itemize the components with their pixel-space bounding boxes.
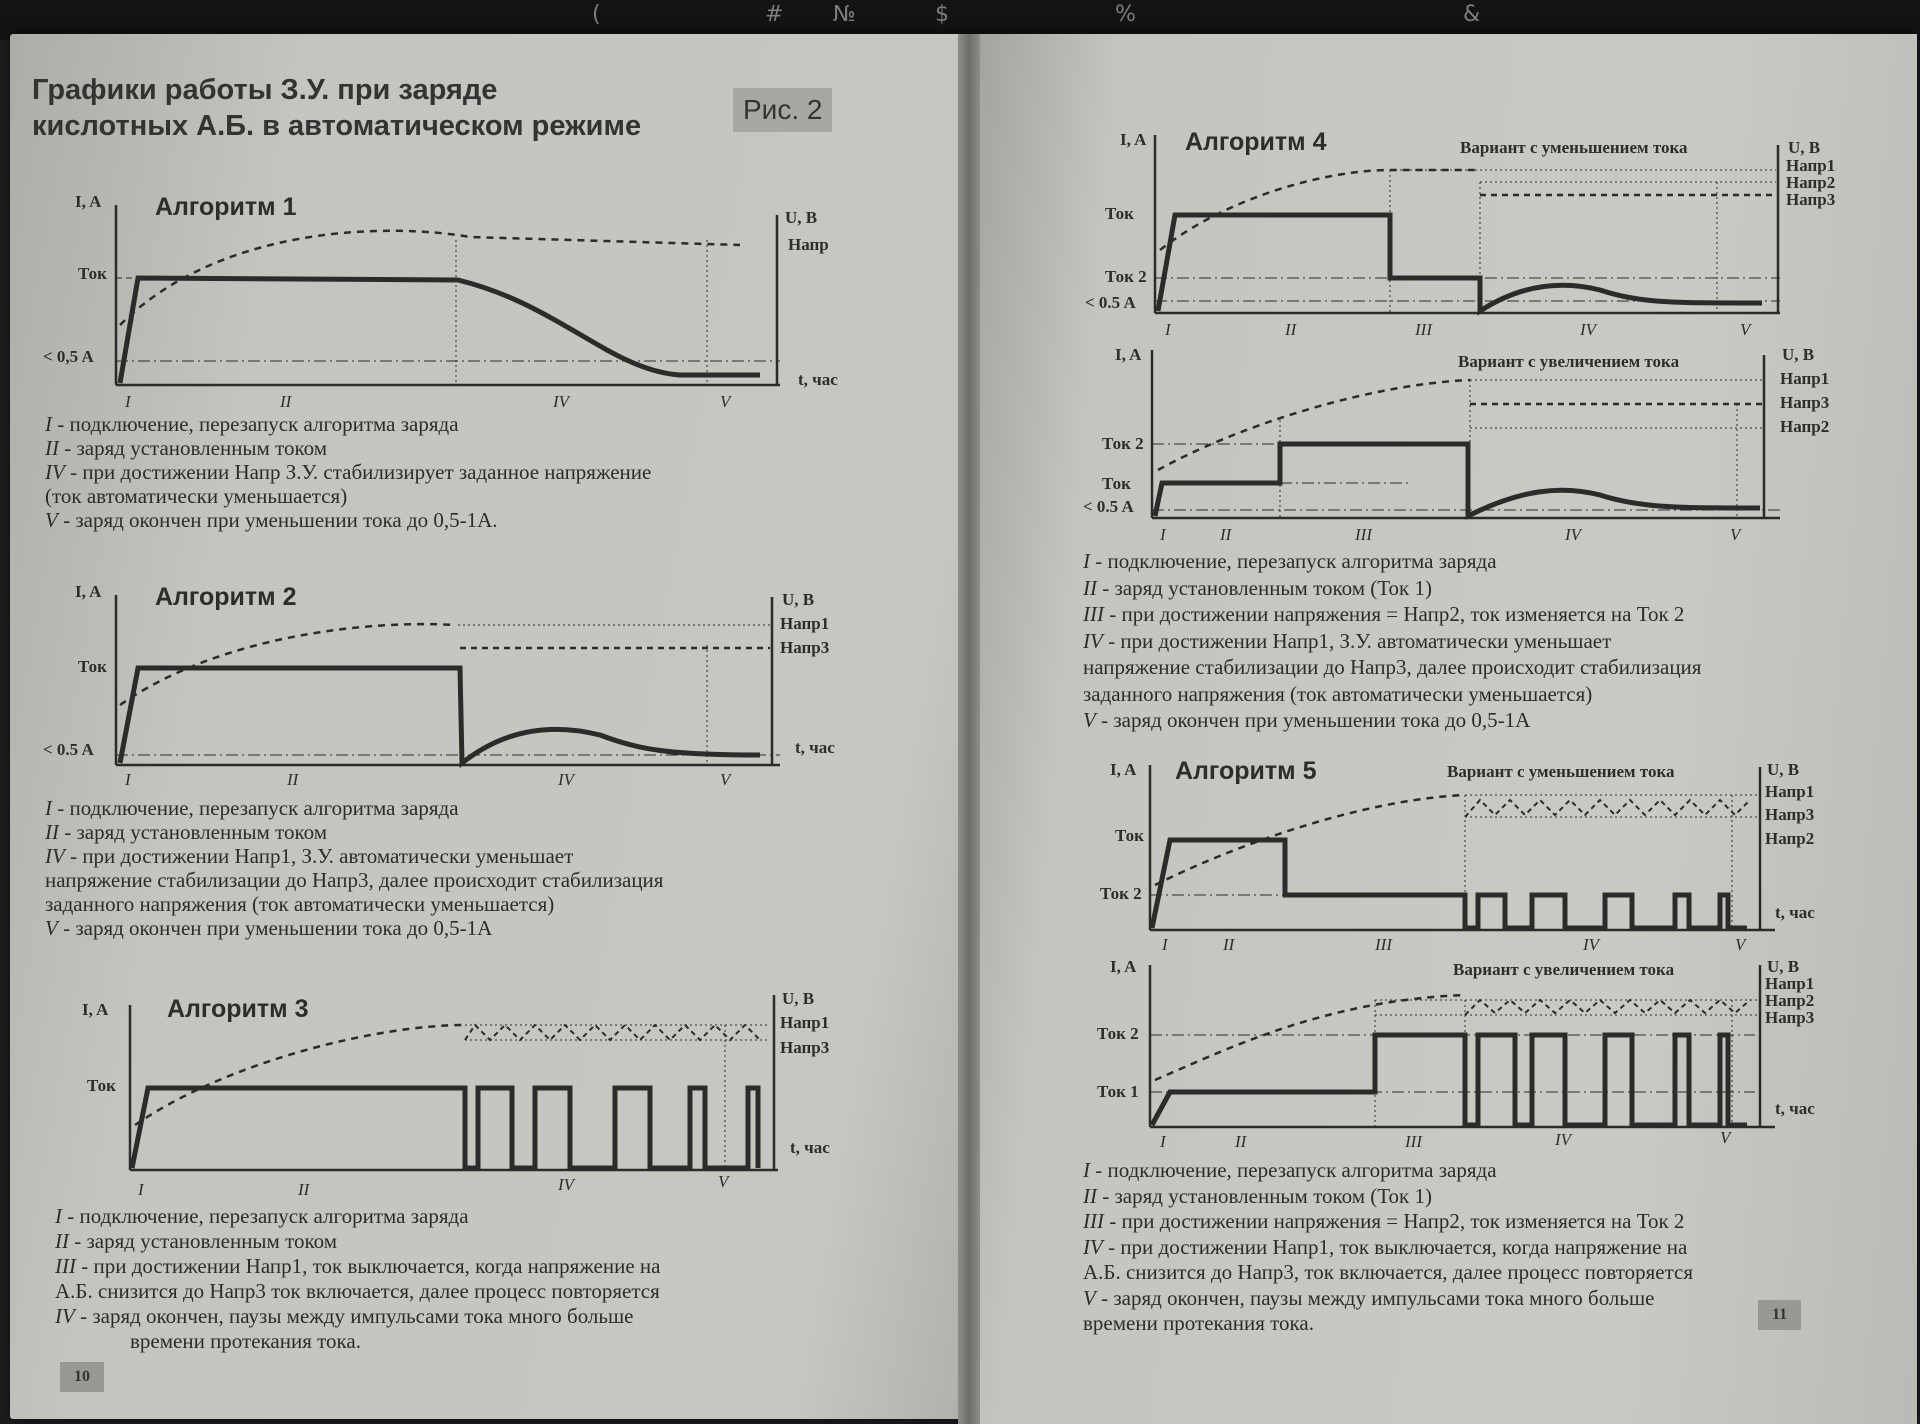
caption-line: II - заряд установленным током [45, 436, 328, 460]
phase-label: V [1740, 320, 1751, 339]
caption-line: времени протекания тока. [1083, 1311, 1314, 1335]
phase-label: III [1415, 320, 1432, 339]
low-current-label: < 0.5 A [43, 740, 94, 759]
key-glyph: # [765, 2, 784, 27]
time-axis-label: t, час [1775, 903, 1815, 922]
phase-label: IV [1580, 320, 1597, 339]
caption-line: III - при достижении напряжения = Напр2, ток изменяется на Ток 2 [1083, 1209, 1685, 1233]
phase-label: IV [1565, 525, 1582, 544]
phase-label: II [298, 1180, 310, 1199]
voltage-sawtooth [1465, 1000, 1750, 1015]
caption-line: IV - при достижении Напр1, З.У. автоматически уменьшает [45, 844, 574, 868]
caption-line: (ток автоматически уменьшается) [45, 484, 348, 508]
u-axis-label: U, B [782, 989, 815, 1008]
algorithm-1-caption [45, 412, 651, 532]
chart-title: Алгоритм 2 [155, 583, 297, 611]
voltage-curve [1160, 170, 1480, 250]
algorithm-4-caption [1083, 548, 1701, 734]
caption-line: II - заряд установленным током (Ток 1) [1083, 1183, 1432, 1208]
phase-label: V [720, 392, 731, 411]
title-line-1: Графики работы З.У. при заряде [32, 74, 498, 106]
phase-label: V [1735, 935, 1746, 954]
variant-label: Вариант с уменьшением тока [1447, 762, 1675, 781]
voltage-curve [1158, 380, 1470, 470]
variant-label: Вариант с увеличением тока [1453, 960, 1675, 979]
caption-line: I - подключение, перезапуск алгоритма заряда [45, 796, 459, 820]
caption-line: напряжение стабилизации до Напр3, далее происходит стабилизация [1083, 655, 1702, 679]
phase-label: I [1160, 525, 1166, 544]
caption-line: IV - при достижении Напр1, ток выключается, когда напряжение на [1083, 1234, 1688, 1259]
phase-label: I [125, 392, 131, 411]
caption-line: II - заряд установленным током [45, 820, 328, 844]
current-pulses [132, 1088, 758, 1168]
variant-label: Вариант с уменьшением тока [1460, 138, 1688, 157]
phase-label: V [720, 770, 731, 789]
caption-line: IV - заряд окончен, паузы между импульсами тока много больше [55, 1304, 634, 1328]
key-glyph: ( [592, 2, 601, 27]
phase-label: IV [558, 770, 575, 789]
caption-line: IV - при достижении Напр З.У. стабилизирует заданное напряжение [45, 460, 652, 484]
time-axis-label: t, час [798, 370, 838, 389]
current-label: Ток [1102, 474, 1131, 493]
y-axis-label: I, A [1110, 760, 1137, 779]
current-curve [1155, 444, 1760, 516]
key-glyph: % [1115, 2, 1136, 27]
time-axis-label: t, час [790, 1138, 830, 1157]
phase-label: I [138, 1180, 144, 1199]
algorithm-5-caption [1083, 1158, 1693, 1337]
book-gutter [958, 34, 980, 1424]
current-2-label: Ток 2 [1097, 1024, 1139, 1043]
current-curve [120, 278, 760, 383]
voltage-label-1: Напр1 [1780, 369, 1830, 388]
phase-label: II [1285, 320, 1297, 339]
phase-label: IV [1555, 1130, 1572, 1149]
chart-title: Алгоритм 1 [155, 193, 297, 221]
title-line-2: кислотных А.Б. в автоматическом режиме [32, 110, 642, 142]
y-axis-label: I, A [75, 582, 102, 601]
page-title [32, 72, 641, 144]
caption-line: V - заряд окончен, паузы между импульсами тока много больше [1083, 1285, 1655, 1310]
phase-label: II [287, 770, 299, 789]
time-axis-label: t, час [795, 738, 835, 757]
current-1-label: Ток 1 [1097, 1082, 1139, 1101]
u-axis-label: U, B [1767, 760, 1800, 779]
y-axis-label: I, A [75, 192, 102, 211]
phase-label: III [1405, 1132, 1422, 1151]
chart-title: Алгоритм 4 [1185, 128, 1327, 156]
time-axis-label: t, час [1775, 1099, 1815, 1118]
y-axis-label: I, A [1120, 130, 1147, 149]
current-pulses [1152, 840, 1747, 928]
phase-label: I [125, 770, 131, 789]
voltage-label-3: Напр3 [780, 1038, 830, 1057]
low-current-label: < 0.5 A [1085, 293, 1136, 312]
current-label: Ток [1115, 826, 1144, 845]
voltage-label-2: Напр2 [1780, 417, 1830, 436]
voltage-label-3: Напр3 [1765, 805, 1815, 824]
voltage-curve [135, 1025, 465, 1125]
algorithm-3-chart [60, 985, 860, 1200]
caption-line: А.Б. снизится до Напр3 ток включается, далее процесс повторяется [55, 1279, 660, 1303]
voltage-label-3: Напр3 [1786, 190, 1836, 209]
y-axis-label: I, A [1115, 345, 1142, 364]
voltage-label-1: Напр1 [780, 1013, 830, 1032]
phase-label: V [1730, 525, 1741, 544]
page-number-left: 10 [60, 1362, 104, 1392]
algorithm-2-chart [40, 575, 860, 800]
y-axis-label: I, A [82, 1000, 109, 1019]
phase-label: II [280, 392, 292, 411]
voltage-sawtooth [1465, 800, 1750, 817]
voltage-sawtooth [465, 1025, 760, 1040]
phase-label: I [1160, 1132, 1166, 1151]
caption-line: заданного напряжения (ток автоматически уменьшается) [1083, 681, 1593, 706]
u-axis-label: U, B [1782, 345, 1815, 364]
current-curve [120, 668, 760, 763]
current-label: Ток [1105, 204, 1134, 223]
low-current-label: < 0,5 A [43, 347, 94, 366]
u-axis-label: U, B [785, 208, 818, 227]
voltage-label-1: Напр1 [780, 614, 830, 633]
key-glyph: & [1463, 2, 1481, 27]
voltage-label-2: Напр2 [1786, 173, 1836, 192]
u-axis-label: U, B [1767, 957, 1800, 976]
voltage-label-3: Напр3 [780, 638, 830, 657]
caption-line: IV - при достижении Напр1, З.У. автоматически уменьшает [1083, 628, 1612, 653]
phase-label: II [1220, 525, 1232, 544]
u-axis-label: U, B [782, 590, 815, 609]
caption-line: III - при достижении Напр1, ток выключается, когда напряжение на [55, 1254, 661, 1278]
caption-line: III - при достижении напряжения = Напр2, ток изменяется на Ток 2 [1083, 602, 1685, 626]
algorithm-5a-chart [1075, 755, 1870, 955]
key-glyph: № [833, 2, 856, 27]
chart-title: Алгоритм 3 [167, 995, 309, 1023]
caption-line: А.Б. снизится до Напр3, ток включается, далее процесс повторяется [1083, 1260, 1694, 1284]
current-2-label: Ток 2 [1105, 267, 1147, 286]
current-label: Ток [87, 1076, 116, 1095]
caption-line: заданного напряжения (ток автоматически уменьшается) [45, 892, 555, 916]
phase-label: II [1235, 1132, 1247, 1151]
phase-label: II [1223, 935, 1235, 954]
voltage-label-2: Напр2 [1765, 991, 1815, 1010]
algorithm-5b-chart [1075, 955, 1870, 1155]
current-pulses [1152, 1035, 1747, 1125]
phase-label: V [718, 1172, 729, 1191]
algorithm-1-chart [40, 185, 860, 420]
phase-label: V [1720, 1128, 1731, 1147]
voltage-label-2: Напр2 [1765, 829, 1815, 848]
caption-line: V - заряд окончен при уменьшении тока до 0,5-1А [45, 916, 493, 940]
voltage-label: Напр [788, 235, 829, 254]
caption-line: I - подключение, перезапуск алгоритма заряда [45, 412, 459, 436]
voltage-label-3: Напр3 [1780, 393, 1830, 412]
phase-label: IV [558, 1175, 575, 1194]
voltage-curve [120, 624, 455, 705]
algorithm-2-caption [45, 796, 663, 940]
key-glyph: $ [935, 2, 949, 27]
phase-label: III [1375, 935, 1392, 954]
u-axis-label: U, B [1788, 138, 1821, 157]
current-label: Ток [78, 264, 107, 283]
current-2-label: Ток 2 [1100, 884, 1142, 903]
algorithm-4b-chart [1080, 340, 1870, 550]
phase-label: IV [553, 392, 570, 411]
page-number-right: 11 [1758, 1300, 1801, 1330]
phase-label: I [1162, 935, 1168, 954]
caption-line: II - заряд установленным током (Ток 1) [1083, 575, 1432, 600]
caption-line: времени протекания тока. [130, 1329, 361, 1353]
caption-line: I - подключение, перезапуск алгоритма заряда [55, 1204, 469, 1228]
low-current-label: < 0.5 A [1083, 497, 1134, 516]
caption-line: V - заряд окончен при уменьшении тока до 0,5-1А. [45, 508, 498, 532]
current-2-label: Ток 2 [1102, 434, 1144, 453]
voltage-label-1: Напр1 [1765, 974, 1815, 993]
algorithm-3-caption [55, 1204, 660, 1354]
phase-label: III [1355, 525, 1372, 544]
variant-label: Вариант с увеличением тока [1458, 352, 1680, 371]
voltage-label-1: Напр1 [1765, 782, 1815, 801]
chart-title: Алгоритм 5 [1175, 757, 1317, 785]
caption-line: I - подключение, перезапуск алгоритма заряда [1083, 549, 1497, 573]
caption-line: I - подключение, перезапуск алгоритма заряда [1083, 1158, 1497, 1182]
voltage-label-1: Напр1 [1786, 156, 1836, 175]
caption-line: напряжение стабилизации до Напр3, далее происходит стабилизация [45, 868, 664, 892]
y-axis-label: I, A [1110, 957, 1137, 976]
figure-label: Рис. 2 [733, 88, 832, 132]
phase-label: I [1165, 320, 1171, 339]
phase-label: IV [1583, 935, 1600, 954]
current-label: Ток [78, 657, 107, 676]
caption-line: II - заряд установленным током [55, 1229, 338, 1253]
voltage-label-3: Напр3 [1765, 1008, 1815, 1027]
algorithm-4a-chart [1080, 125, 1870, 340]
current-curve [1158, 215, 1762, 311]
caption-line: V - заряд окончен при уменьшении тока до 0,5-1А [1083, 708, 1531, 732]
